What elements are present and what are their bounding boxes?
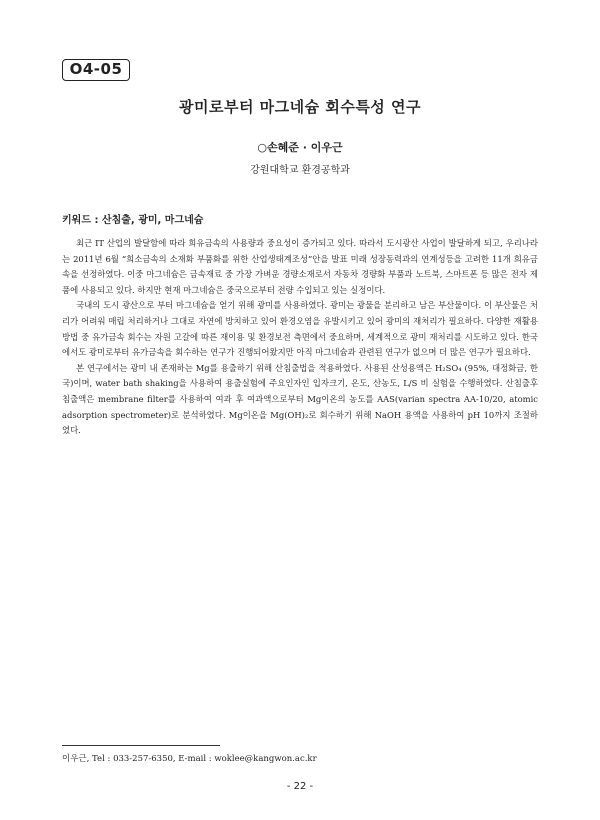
footnote-divider — [62, 745, 220, 746]
page-number: - 22 - — [286, 781, 314, 792]
session-code: O4-05 — [62, 59, 130, 81]
paragraph-1: 최근 IT 산업의 발달함에 따라 희유금속의 사용량과 중요성이 증가되고 있다. 따라서 도시광산 사업이 발달하게 되고, 우리나라는 2011년 6월 “희소금속의 소재화 부품화를 위한 산업생태계조성”안을 발표 미래 성장동력과의 연계성등을 고려한 11개 희유금속을 선정하였다. 이중 마그네슘은 금속재료 중 가장 가벼운 경량소재로서 자동차 경량화 부품과 노트북, 스마트폰 등 많은 전자 제품에 사용되고 있다. 하지만 현재 마그네슘은 중국으로부터 전량 수입되고 있는 실정이다. — [62, 238, 538, 295]
paper-title: 광미로부터 마그네슘 회수특성 연구 — [178, 98, 422, 116]
keywords: 키워드 : 산침출, 광미, 마그네슘 — [62, 215, 204, 226]
paragraph-2: 국내의 도시 광산으로 부터 마그네슘을 얻기 위해 광미를 사용하였다. 광미는 광물을 분리하고 남은 부산물이다. 이 부산물은 처리가 어려워 매립 처리하거나 그대로 자연에 방치하고 있어 환경오염을 유발시키고 있어 광미의 재처리가 필요하다. 다양한 재활용 방법 중 유가금속 회수는 자원 고갈에 따른 재이용 및 환경보전 측면에서 중요하며, 세계적으로 광미 재처리를 시도하고 있다. 한국에서도 광미로부터 유가금속을 회수하는 연구가 진행되어왔지만 아직 마그네슘과 관련된 연구가 없으며 더 많은 연구가 필요하다. — [62, 300, 538, 358]
affiliation: 강원대학교 환경공학과 — [250, 165, 350, 176]
abstract-body — [62, 236, 538, 439]
paragraph-3: 본 연구에서는 광미 내 존재하는 Mg를 용출하기 위해 산침출법을 적용하였다. 사용된 산성용액은 H₂SO₄ (95%, 대정화금, 한국)이며, water bath shaking을 사용하여 용출실험에 주요인자인 입자크기, 온도, 산농도, L/S 비 실험을 수행하였다. 산침출후 침출액은 membrane filter를 사용하여 여과 후 여과액으로부터 Mg이온의 농도를 AAS(varian spectra AA-10/20, atomic adsorption spectrometer)로 분석하였다. Mg이온을 Mg(OH)₂로 회수하기 위해 NaOH 용액을 사용하여 pH 10까지 조절하였다. — [62, 362, 538, 436]
footnote: 이우근, Tel : 033-257-6350, E-mail : woklee@kangwon.ac.kr — [62, 754, 317, 764]
authors: ○손혜준 · 이우근 — [257, 141, 343, 154]
